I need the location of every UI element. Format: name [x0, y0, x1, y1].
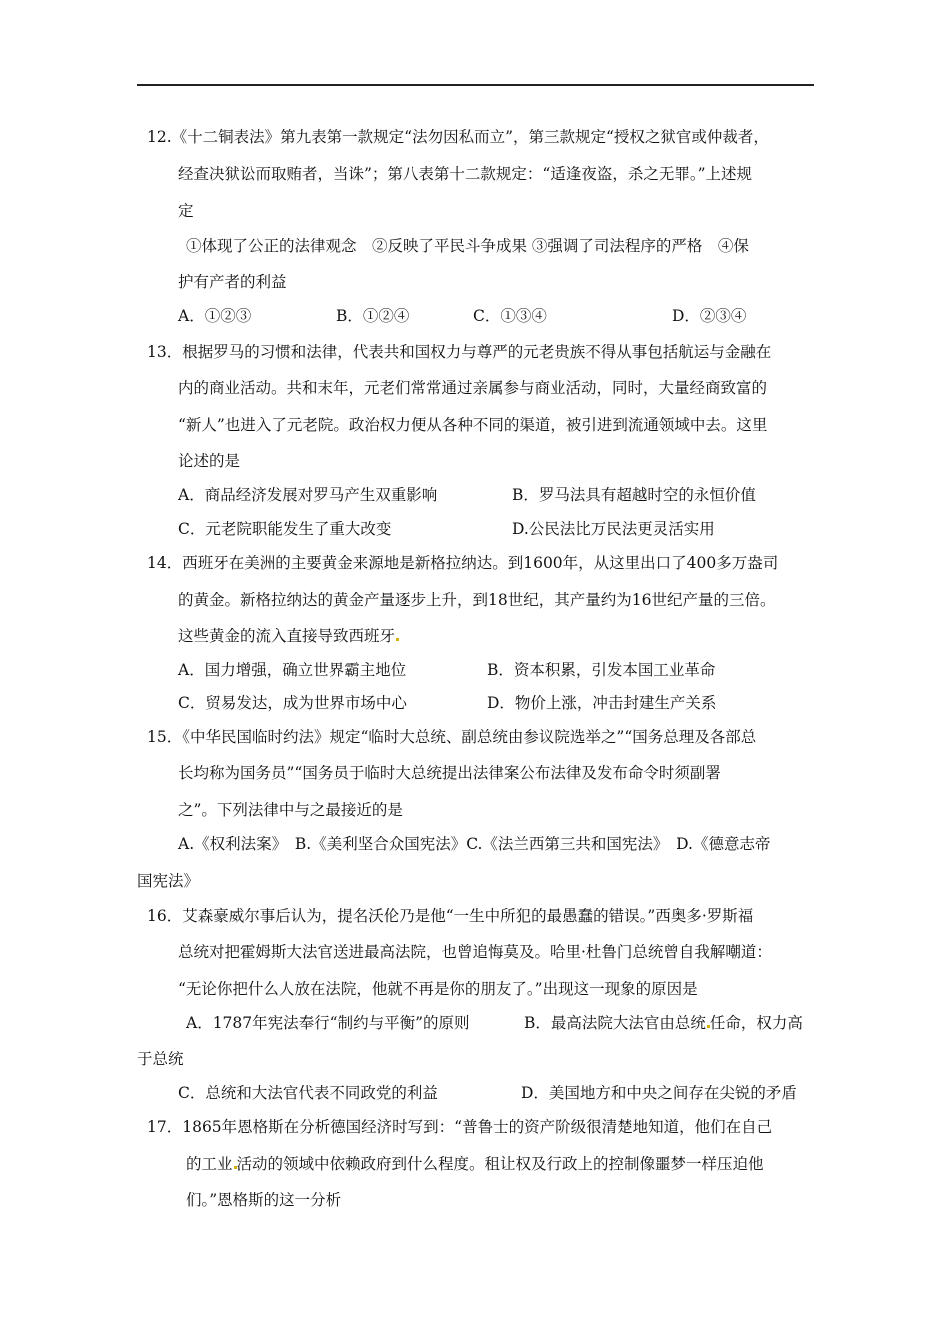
q12-statements-line-1: ①体现了公正的法律观念 ②反映了平民斗争成果 ③强调了司法程序的严格 ④保 — [186, 237, 749, 255]
q15-options-continued: 国宪法》 — [137, 872, 200, 890]
q16-option-d: D．美国地方和中央之间存在尖锐的矛盾 — [521, 1084, 797, 1102]
q17-stem-line-1: 17．1865年恩格斯在分析德国经济时写到：“普鲁士的资产阶级很清楚地知道，他们在自己 — [147, 1118, 773, 1136]
q12-stem-line-1: 12.《十二铜表法》第九表第一款规定“法勿因私而立”，第三款规定“授权之狱官或仲裁者， — [147, 128, 769, 146]
scan-mark — [396, 638, 399, 641]
q14-stem-line-1: 14．西班牙在美洲的主要黄金来源地是新格拉纳达。到1600年，从这里出口了400多万盎司 — [147, 554, 779, 572]
q17-stem-line-3: 们。”恩格斯的这一分析 — [186, 1191, 342, 1209]
q16-stem-line-1: 16．艾森豪威尔事后认为，提名沃伦乃是他“一生中所犯的最愚蠢的错误。”西奥多·罗斯福 — [147, 907, 754, 925]
q13-option-c: C．元老院职能发生了重大改变 — [178, 520, 392, 538]
q17-stem-line-2-part-1: 的工业 — [186, 1155, 233, 1173]
q16-option-b-part-2: 任命，权力高 — [709, 1014, 803, 1032]
q12-stem-line-2: 经查决狱讼而取贿者，当诛”；第八表第十二款规定：“适逢夜盗，杀之无罪。”上述规 — [178, 165, 753, 183]
q12-option-a: A．①②③ — [178, 307, 252, 325]
q16-stem-line-2: 总统对把霍姆斯大法官送进最高法院，也曾追悔莫及。哈里·杜鲁门总统曾自我解嘲道： — [178, 943, 772, 961]
q14-option-a: A．国力增强，确立世界霸主地位 — [178, 661, 407, 679]
q15-stem-line-1: 15．《中华民国临时约法》规定“临时大总统、副总统由参议院选举之”“国务总理及各部总 — [147, 728, 757, 746]
q13-option-d: D.公民法比万民法更灵活实用 — [512, 520, 715, 538]
q16-stem-line-3: “无论你把什么人放在法院，他就不再是你的朋友了。”出现这一现象的原因是 — [178, 980, 698, 998]
q12-stem-line-3: 定 — [178, 202, 194, 220]
q15-stem-line-2: 长均称为国务员”“国务员于临时大总统提出法律案公布法律及发布命令时须副署 — [178, 764, 721, 782]
q13-option-a: A．商品经济发展对罗马产生双重影响 — [178, 486, 438, 504]
q13-stem-line-1: 13．根据罗马的习惯和法律，代表共和国权力与尊严的元老贵族不得从事包括航运与金融在 — [147, 343, 772, 361]
q14-option-c: C．贸易发达，成为世界市场中心 — [178, 694, 407, 712]
q15-options: A.《权利法案》 B.《美利坚合众国宪法》C.《法兰西第三共和国宪法》 D.《德意志帝 — [178, 835, 771, 853]
q16-option-c: C．总统和大法官代表不同政党的利益 — [178, 1084, 438, 1102]
q14-stem-line-2: 的黄金。新格拉纳达的黄金产量逐步上升，到18世纪，其产量约为16世纪产量的三倍。 — [178, 591, 776, 609]
q14-stem-line-3 — [178, 626, 399, 646]
q17-stem-line-2 — [186, 1154, 764, 1174]
q12-statements-line-2: 护有产者的利益 — [178, 273, 287, 291]
q17-stem-line-2-part-2: 活动的领域中依赖政府到什么程度。租让权及行政上的控制像噩梦一样压迫他 — [236, 1155, 764, 1173]
q13-option-b: B．罗马法具有超越时空的永恒价值 — [512, 486, 756, 504]
q13-stem-line-2: 内的商业活动。共和末年，元老们常常通过亲属参与商业活动，同时，大量经商致富的 — [178, 379, 768, 397]
q13-stem-line-3: “新人”也进入了元老院。政治权力便从各种不同的渠道，被引进到流通领域中去。这里 — [178, 416, 768, 434]
q14-stem-text: 这些黄金的流入直接导致西班牙 — [178, 627, 396, 645]
q15-stem-line-3: 之”。下列法律中与之最接近的是 — [178, 801, 403, 819]
q12-option-d: D．②③④ — [672, 307, 747, 325]
q16-option-b-continued: 于总统 — [137, 1050, 184, 1068]
q16-option-b-part-1: B．最高法院大法官由总统 — [524, 1014, 706, 1032]
q16-option-a: A．1787年宪法奉行“制约与平衡”的原则 — [186, 1014, 470, 1032]
q12-option-b: B．①②④ — [336, 307, 410, 325]
q13-stem-line-4: 论述的是 — [178, 452, 241, 470]
q12-option-c: C．①③④ — [473, 307, 547, 325]
q16-option-b — [524, 1013, 803, 1033]
q14-option-d: D．物价上涨，冲击封建生产关系 — [487, 694, 717, 712]
header-rule — [137, 84, 814, 86]
q14-option-b: B．资本积累，引发本国工业革命 — [487, 661, 716, 679]
